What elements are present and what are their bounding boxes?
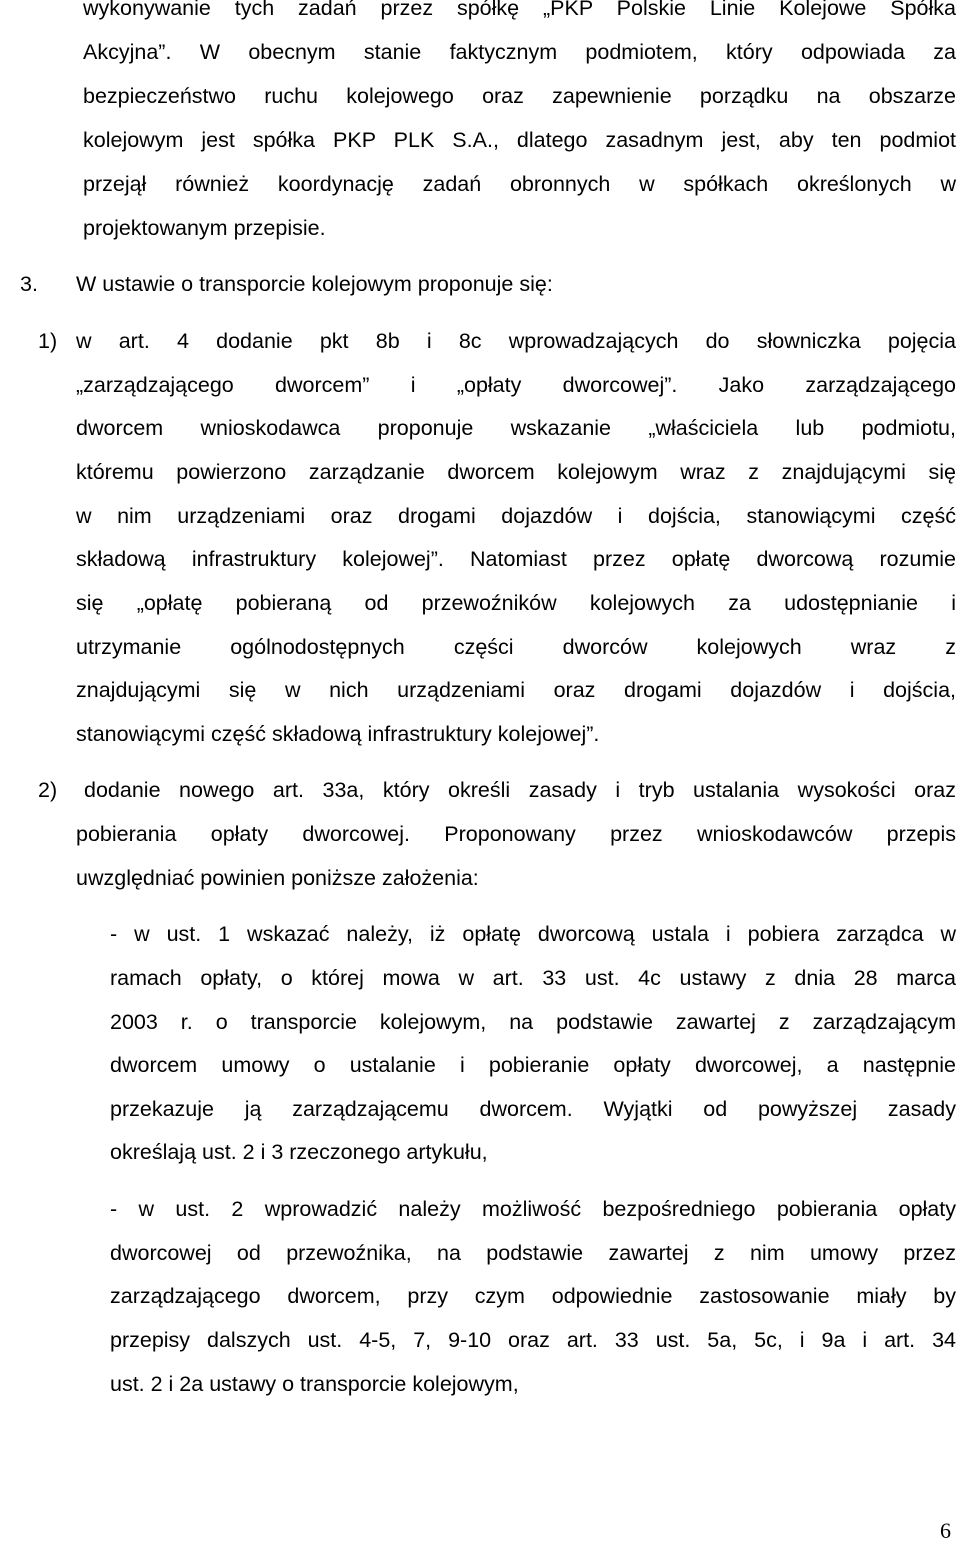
text-line: określają ust. 2 i 3 rzeczonego artykułu, <box>110 1140 488 1164</box>
text-line: się „opłatę pobieraną od przewoźników kolejowych za udostępnianie i <box>76 591 956 615</box>
text-line: przekazuje ją zarządzającemu dworcem. Wyjątki od powyższej zasady <box>110 1097 956 1121</box>
text-line: „zarządzającego dworcem” i „opłaty dworcowej”. Jako zarządzającego <box>76 373 956 397</box>
text-line: stanowiącymi część składową infrastruktury kolejowej”. <box>76 722 600 746</box>
text-line: dodanie nowego art. 33a, który określi zasady i tryb ustalania wysokości oraz <box>84 778 956 802</box>
text-line: projektowanym przepisie. <box>83 216 326 240</box>
list-item-number: 1) <box>38 329 58 353</box>
text-line: któremu powierzono zarządzanie dworcem kolejowym wraz z znajdującymi się <box>76 460 956 484</box>
text-line: ust. 2 i 2a ustawy o transporcie kolejowym, <box>110 1372 519 1396</box>
text-line: kolejowym jest spółka PKP PLK S.A., dlatego zasadnym jest, aby ten podmiot <box>83 128 956 152</box>
text-line: uwzględniać powinien poniższe założenia: <box>76 866 479 890</box>
text-line: składową infrastruktury kolejowej”. Natomiast przez opłatę dworcową rozumie <box>76 547 956 571</box>
section-heading: W ustawie o transporcie kolejowym proponuje się: <box>76 272 553 296</box>
text-line: dworcem wnioskodawca proponuje wskazanie „właściciela lub podmiotu, <box>76 416 956 440</box>
text-line: - w ust. 2 wprowadzić należy możliwość bezpośredniego pobierania opłaty <box>110 1197 956 1221</box>
page-number: 6 <box>940 1518 951 1543</box>
text-line: dworcowej od przewoźnika, na podstawie zawartej z nim umowy przez <box>110 1241 956 1265</box>
text-line: zarządzającego dworcem, przy czym odpowiednie zastosowanie miały by <box>110 1284 956 1308</box>
section-number: 3. <box>20 272 38 296</box>
text-line: 2003 r. o transporcie kolejowym, na podstawie zawartej z zarządzającym <box>110 1010 956 1034</box>
text-line: Akcyjna”. W obecnym stanie faktycznym podmiotem, który odpowiada za <box>83 40 956 64</box>
text-line: bezpieczeństwo ruchu kolejowego oraz zapewnienie porządku na obszarze <box>83 84 956 108</box>
list-item-number: 2) <box>38 778 58 802</box>
text-line: w art. 4 dodanie pkt 8b i 8c wprowadzających do słowniczka pojęcia <box>76 329 956 353</box>
text-line: dworcem umowy o ustalanie i pobieranie opłaty dworcowej, a następnie <box>110 1053 956 1077</box>
text-line: pobierania opłaty dworcowej. Proponowany przez wnioskodawców przepis <box>76 822 956 846</box>
text-line: - w ust. 1 wskazać należy, iż opłatę dworcową ustala i pobiera zarządca w <box>110 922 956 946</box>
text-line: w nim urządzeniami oraz drogami dojazdów i dojścia, stanowiącymi część <box>76 504 956 528</box>
text-line: znajdującymi się w nich urządzeniami oraz drogami dojazdów i dojścia, <box>76 678 956 702</box>
text-line: przepisy dalszych ust. 4-5, 7, 9-10 oraz art. 33 ust. 5a, 5c, i 9a i art. 34 <box>110 1328 956 1352</box>
text-line: przejął również koordynację zadań obronnych w spółkach określonych w <box>83 172 956 196</box>
text-line: wykonywanie tych zadań przez spółkę „PKP Polskie Linie Kolejowe Spółka <box>83 0 956 20</box>
text-line: ramach opłaty, o której mowa w art. 33 ust. 4c ustawy z dnia 28 marca <box>110 966 956 990</box>
text-line: utrzymanie ogólnodostępnych części dworców kolejowych wraz z <box>76 635 956 659</box>
